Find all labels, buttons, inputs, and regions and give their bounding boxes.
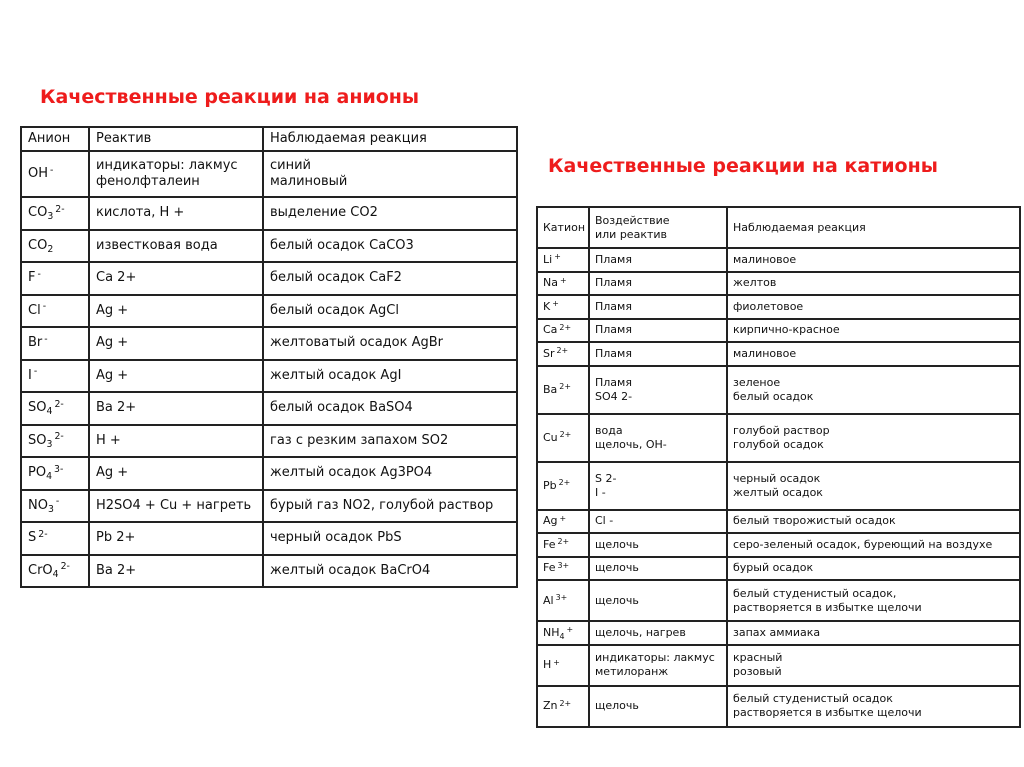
reaction-text: белый осадок CaF2 [270, 270, 402, 286]
reaction-text: растворяется в избытке щелочи [733, 706, 922, 719]
reaction-cell [263, 457, 517, 490]
ion-cell [21, 197, 89, 230]
reagent-cell [89, 151, 263, 197]
reagent-text: индикаторы: лакмус [595, 651, 715, 665]
table-row [537, 686, 1020, 727]
reagent-text: Ag + [96, 335, 129, 351]
reaction-cell [727, 510, 1020, 534]
ion-cell [537, 686, 589, 727]
ion-symbol: Cl [28, 302, 41, 318]
ion-cell [537, 272, 589, 296]
ion-cell [21, 555, 89, 588]
ion-cell [21, 327, 89, 360]
reagent-text: щелочь [595, 561, 639, 575]
reagent-cell [89, 360, 263, 393]
ion-subscript: 4 [559, 631, 565, 641]
ion-symbol: Fe [543, 561, 556, 575]
reaction-text: белый студенистый осадок, [733, 586, 897, 600]
ion-charge: 2- [60, 561, 70, 573]
reaction-text: малиновый [270, 174, 348, 189]
ion-symbol: Pb [543, 478, 557, 492]
table-row [537, 342, 1020, 366]
reagent-cell [589, 414, 727, 462]
table-row [21, 457, 517, 490]
reaction-text: белый осадок AgCl [270, 302, 399, 318]
reagent-text: I - [595, 485, 606, 499]
reagent-cell [89, 327, 263, 360]
ion-symbol: Zn [543, 699, 558, 713]
ion-symbol: SO [28, 432, 47, 448]
ion-cell [537, 462, 589, 510]
ion-symbol: CrO [28, 562, 53, 578]
reaction-text: черный осадок PbS [270, 530, 402, 546]
ion-symbol: Sr [543, 346, 555, 360]
table-row [21, 230, 517, 263]
reagent-text: щелочь [595, 537, 639, 551]
reagent-cell [589, 462, 727, 510]
reagent-cell [89, 295, 263, 328]
ion-cell [21, 392, 89, 425]
ion-symbol: CO [28, 237, 48, 253]
reaction-text: желтый осадок BaCrO4 [270, 562, 431, 578]
reagent-cell [589, 621, 727, 645]
reaction-cell [263, 151, 517, 197]
reagent-text: щелочь, OH- [595, 437, 667, 451]
reaction-text: растворяется в избытке щелочи [733, 600, 922, 614]
ion-charge: + [553, 657, 560, 667]
ion-symbol: I [28, 367, 32, 383]
ion-symbol: PO [28, 465, 47, 481]
table-row [21, 522, 517, 555]
ion-symbol: Ca [543, 323, 558, 337]
reagent-text: Ag + [96, 302, 129, 318]
reaction-text: белый осадок CaCO3 [270, 237, 414, 253]
reagent-cell [89, 197, 263, 230]
ion-charge: 3+ [557, 560, 570, 570]
ion-subscript: 4 [46, 406, 53, 418]
reaction-cell [727, 272, 1020, 296]
ion-symbol: Br [28, 335, 43, 351]
ion-symbol: Al [543, 593, 554, 607]
table-row [21, 490, 517, 523]
ion-charge: + [559, 275, 567, 285]
reagent-text: Пламя [595, 299, 632, 313]
reagent-text: вода [595, 423, 623, 437]
table-row [537, 295, 1020, 319]
ion-charge: 2- [38, 528, 48, 540]
reaction-cell [727, 686, 1020, 727]
header-label: Катион [543, 220, 586, 234]
ion-charge: - [33, 366, 38, 378]
ion-cell [537, 342, 589, 366]
reagent-cell [89, 392, 263, 425]
header-cell [89, 127, 263, 151]
ion-subscript: 3 [46, 438, 53, 450]
ion-cell [21, 262, 89, 295]
reaction-cell [263, 522, 517, 555]
ion-charge: - [44, 333, 48, 345]
ion-symbol: Na [543, 276, 558, 290]
reagent-text: Пламя [595, 252, 632, 266]
reaction-text: кирпично-красное [733, 323, 840, 337]
ion-cell [21, 457, 89, 490]
reaction-text: синий [270, 157, 311, 173]
table-row [21, 555, 517, 588]
ion-symbol: Ag [543, 514, 558, 528]
ion-charge: 2+ [558, 478, 571, 488]
reagent-text: Пламя [595, 375, 632, 389]
reagent-text: Пламя [595, 346, 632, 360]
ion-cell [537, 414, 589, 462]
reaction-text: желтоватый осадок AgBr [270, 335, 443, 351]
reaction-text: желтый осадок [733, 485, 823, 499]
ion-charge: + [552, 299, 559, 309]
table-row [537, 414, 1020, 462]
reagent-cell [589, 510, 727, 534]
header-cell [589, 207, 727, 248]
reagent-cell [89, 555, 263, 588]
reagent-cell [589, 319, 727, 343]
ion-symbol: K [543, 299, 551, 313]
reaction-text: красный [733, 651, 783, 665]
reagent-text: метилоранж [595, 665, 669, 678]
ion-cell [21, 295, 89, 328]
reagent-cell [589, 580, 727, 621]
reagent-text: S 2- [595, 471, 617, 485]
table-row [537, 580, 1020, 621]
reagent-cell [589, 248, 727, 272]
reagent-cell [589, 272, 727, 296]
reagent-text: Ba 2+ [96, 400, 137, 416]
reaction-cell [263, 360, 517, 393]
reaction-cell [263, 327, 517, 360]
reaction-text: запах аммиака [733, 625, 821, 639]
reaction-text: белый творожистый осадок [733, 514, 896, 528]
cations-table [536, 206, 1021, 728]
ion-cell [537, 557, 589, 581]
reaction-cell [727, 248, 1020, 272]
table-row [21, 151, 517, 197]
reaction-text: желтый осадок AgI [270, 367, 402, 383]
ion-symbol: SO [28, 400, 47, 416]
reagent-text: Пламя [595, 276, 632, 290]
reaction-cell [727, 319, 1020, 343]
ion-cell [21, 230, 89, 263]
reagent-cell [589, 342, 727, 366]
reagent-cell [89, 457, 263, 490]
ion-cell [537, 533, 589, 557]
reaction-text: зеленое [733, 375, 781, 389]
header-label: Реактив [96, 130, 152, 146]
table-row [537, 645, 1020, 686]
reaction-text: белый студенистый осадок [733, 692, 893, 706]
table-row [21, 295, 517, 328]
reaction-cell [727, 414, 1020, 462]
reagent-cell [589, 366, 727, 414]
ion-symbol: NH [543, 625, 560, 639]
ion-cell [21, 425, 89, 458]
ion-charge: 3+ [555, 593, 568, 603]
ion-charge: 3- [54, 463, 64, 475]
reaction-text: голубой осадок [733, 437, 824, 451]
table-row [21, 327, 517, 360]
table-row [537, 248, 1020, 272]
reagent-cell [589, 295, 727, 319]
reagent-cell [89, 425, 263, 458]
reagent-text: Пламя [595, 323, 632, 337]
ion-symbol: Fe [543, 537, 556, 551]
ion-cell [21, 522, 89, 555]
ion-charge: + [559, 513, 567, 523]
reagent-text: Ca 2+ [96, 270, 137, 286]
ion-charge: 2+ [559, 698, 572, 708]
ion-symbol: Cu [543, 430, 558, 444]
ion-symbol: Ba [543, 382, 558, 396]
reaction-text: выделение CO2 [270, 205, 378, 221]
table-row [537, 510, 1020, 534]
reaction-cell [263, 262, 517, 295]
reagent-cell [89, 522, 263, 555]
ion-charge: 2- [54, 431, 64, 443]
reaction-text: белый осадок BaSO4 [270, 400, 413, 416]
ion-charge: 2- [55, 203, 65, 215]
table-row [537, 366, 1020, 414]
table-row [537, 319, 1020, 343]
reagent-cell [89, 490, 263, 523]
table-row [21, 425, 517, 458]
reaction-text: малиновое [733, 252, 797, 266]
ion-charge: + [554, 252, 561, 262]
reaction-cell [727, 557, 1020, 581]
reaction-cell [727, 621, 1020, 645]
reagent-text: щелочь [595, 593, 639, 607]
ion-cell [537, 645, 589, 686]
ion-symbol: H [543, 658, 552, 672]
reagent-text: Cl - [595, 514, 614, 528]
header-label: Воздействие или реактив [595, 213, 670, 241]
ion-cell [21, 490, 89, 523]
ion-charge: - [55, 496, 60, 508]
reagent-cell [589, 686, 727, 727]
reaction-text: бурый осадок [733, 561, 814, 575]
reaction-text: газ с резким запахом SO2 [270, 432, 449, 448]
reaction-text: желтов [733, 276, 777, 290]
ion-charge: + [566, 625, 574, 635]
reagent-text: кислота, H + [96, 205, 185, 221]
table-row [537, 462, 1020, 510]
reagent-cell [589, 557, 727, 581]
ion-cell [537, 295, 589, 319]
reaction-text: бурый газ NO2, голубой раствор [270, 497, 494, 513]
reagent-text: H + [96, 432, 121, 448]
reagent-text: H2SO4 + Cu + нагреть [96, 497, 252, 513]
reaction-cell [263, 230, 517, 263]
reagent-text: SO4 2- [595, 389, 633, 403]
table-row [537, 557, 1020, 581]
ion-charge: - [37, 268, 41, 280]
reaction-text: фиолетовое [733, 299, 804, 313]
ion-cell [537, 510, 589, 534]
reagent-text: Ba 2+ [96, 562, 137, 578]
reagent-text: Ag + [96, 465, 129, 481]
reagent-cell [89, 262, 263, 295]
header-label: Наблюдаемая реакция [270, 130, 427, 146]
ion-symbol: NO [28, 497, 48, 513]
ion-cell [537, 319, 589, 343]
ion-subscript: 2 [47, 243, 54, 255]
anions-title: Качественные реакции на анионы [40, 86, 420, 108]
ion-cell [537, 248, 589, 272]
reaction-cell [727, 295, 1020, 319]
reaction-cell [263, 295, 517, 328]
reagent-text: индикаторы: лакмус [96, 157, 238, 173]
ion-subscript: 4 [52, 568, 59, 580]
reaction-cell [263, 555, 517, 588]
header-row [537, 207, 1020, 248]
reagent-text: щелочь [595, 699, 639, 713]
ion-charge: - [42, 301, 47, 313]
ion-cell [537, 366, 589, 414]
reaction-text: голубой раствор [733, 423, 830, 437]
reaction-cell [727, 645, 1020, 686]
reagent-text: фенолфталеин [96, 174, 200, 189]
reaction-cell [263, 392, 517, 425]
reaction-cell [727, 342, 1020, 366]
ion-cell [21, 151, 89, 197]
reaction-text: белый осадок [733, 389, 814, 403]
reaction-cell [727, 533, 1020, 557]
ion-charge: 2+ [557, 537, 570, 547]
header-cell [21, 127, 89, 151]
ion-charge: 2- [54, 398, 64, 410]
reaction-text: черный осадок [733, 471, 821, 485]
ion-symbol: S [28, 530, 37, 546]
reagent-text: известковая вода [96, 237, 218, 253]
table-row [21, 392, 517, 425]
ion-subscript: 3 [47, 211, 54, 223]
ion-charge: 2+ [556, 346, 569, 356]
reaction-text: желтый осадок Ag3PO4 [270, 465, 433, 481]
ion-symbol: CO [28, 205, 48, 221]
reagent-cell [589, 533, 727, 557]
ion-cell [537, 580, 589, 621]
table-row [537, 533, 1020, 557]
reaction-cell [263, 197, 517, 230]
ion-cell [537, 621, 589, 645]
reaction-text: малиновое [733, 346, 797, 360]
reagent-text: Ag + [96, 367, 129, 383]
ion-subscript: 4 [46, 471, 53, 483]
ion-subscript: 3 [47, 503, 54, 515]
table-row [21, 262, 517, 295]
reaction-cell [263, 425, 517, 458]
header-cell [537, 207, 589, 248]
ion-charge: 2+ [559, 430, 572, 440]
table-row [537, 621, 1020, 645]
header-label: Анион [28, 130, 71, 146]
reaction-text: серо-зеленый осадок, буреющий на воздухе [733, 537, 993, 551]
table-row [21, 360, 517, 393]
reagent-cell [589, 645, 727, 686]
header-cell [727, 207, 1020, 248]
reaction-cell [263, 490, 517, 523]
header-row [21, 127, 517, 151]
reaction-cell [727, 366, 1020, 414]
ion-charge: 2+ [559, 322, 572, 332]
reaction-cell [727, 580, 1020, 621]
reagent-text: щелочь, нагрев [595, 625, 686, 639]
reaction-text: розовый [733, 665, 782, 678]
ion-cell [21, 360, 89, 393]
header-cell [263, 127, 517, 151]
reaction-cell [727, 462, 1020, 510]
ion-charge: - [50, 164, 54, 176]
ion-symbol: Li [543, 252, 553, 266]
ion-symbol: F [28, 270, 36, 286]
cations-title: Качественные реакции на катионы [548, 155, 938, 177]
anions-table [20, 126, 518, 588]
table-row [537, 272, 1020, 296]
reagent-text: Pb 2+ [96, 530, 136, 546]
reagent-cell [89, 230, 263, 263]
table-row [21, 197, 517, 230]
ion-symbol: OH [28, 165, 49, 181]
header-label: Наблюдаемая реакция [733, 220, 866, 234]
ion-charge: 2+ [559, 382, 571, 392]
